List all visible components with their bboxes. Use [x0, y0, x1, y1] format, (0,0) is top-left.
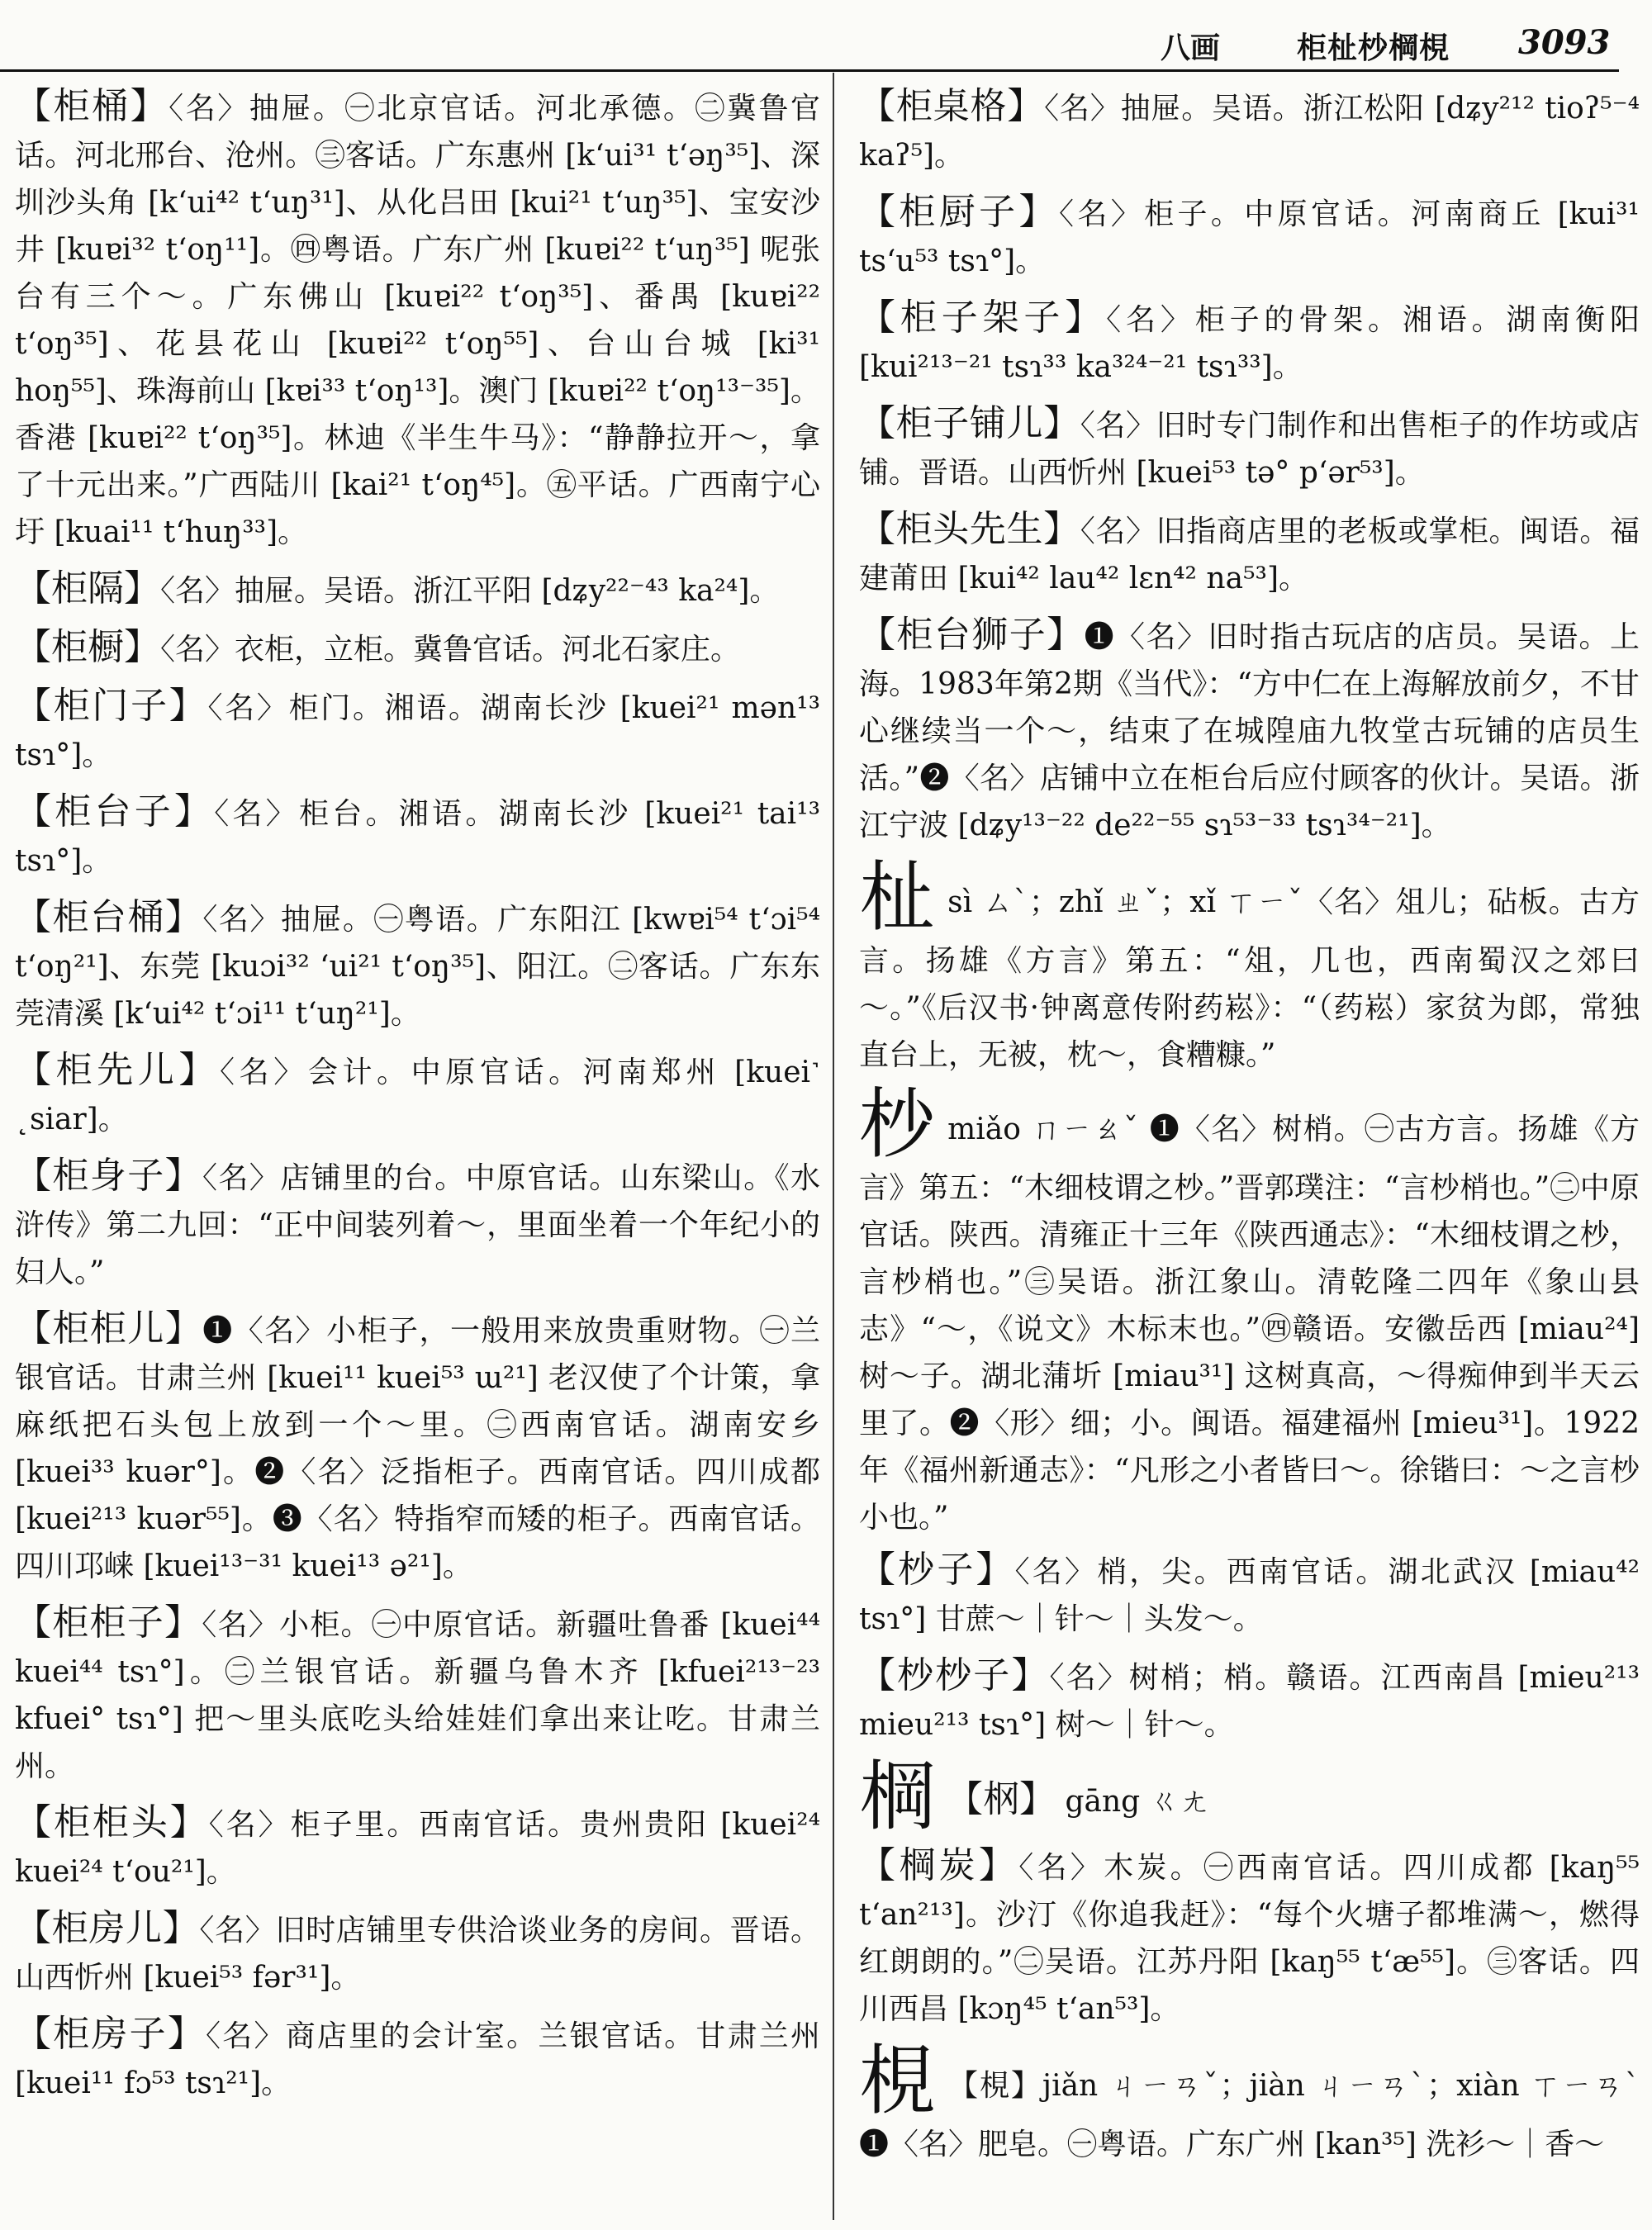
dictionary-entry — [859, 1546, 1640, 1643]
character-entry — [859, 1080, 1640, 1541]
entry-headword: 【柜门子】 — [15, 685, 208, 727]
entry-headword: 【柜身子】 — [15, 1155, 202, 1197]
character-entry — [859, 1753, 1640, 1841]
entry-text: 〈名〉抽屉。㊀粤语。广东阳江 [kwɐi⁵⁴ tʻɔi⁵⁴ tʻoŋ²¹]、东莞 [kuɔi³² ʻui²¹ tʻoŋ³⁵]、阳江。㊁客话。广东东莞清溪 [kʻui⁴² tʻɔi¹¹ tʻuŋ²¹]。 — [15, 903, 820, 1031]
dictionary-entry — [15, 1599, 820, 1790]
entry-headword: 【柜子铺儿】 — [859, 402, 1080, 444]
dictionary-entry — [15, 788, 820, 885]
entry-text: 〈名〉抽屉。吴语。浙江平阳 [dʑy²²⁻⁴³ ka²⁴]。 — [160, 574, 780, 608]
dictionary-entry — [859, 1842, 1640, 2033]
dictionary-entry — [15, 1905, 820, 2001]
entry-headword: 【柜桶】 — [15, 85, 169, 127]
character-text: sì ㄙˋ；zhǐ ㄓˇ；xǐ ㄒㄧˇ〈名〉俎儿；砧板。古方言。扬雄《方言》第五：“俎，几也，西南蜀汉之郊曰～。”《后汉书·钟离意传附药崧》：“（药崧）家贫为郎，常独直台上，无被，枕～，食糟糠。” — [859, 885, 1640, 1072]
entry-text: 〈名〉衣柜，立柜。冀鲁官话。河北石家庄。 — [160, 633, 741, 667]
entry-text: 〈名〉柜门。湘语。湖南长沙 [kuei²¹ mən¹³ tsɿ°]。 — [15, 691, 821, 772]
head-character: 梘 — [859, 2037, 937, 2125]
dictionary-entry — [15, 1152, 820, 1296]
entry-text: ❶〈名〉旧时指古玩店的店员。吴语。上海。1983年第2期《当代》：“方中仁在上海解放前夕，不甘心继续当一个～，结束了在城隍庙九牧堂古玩铺的店员生活。”❷〈名〉店铺中立在柜台后应付顾客的伙计。吴语。浙江宁波 [dʑy¹³⁻²² de²²⁻⁵⁵ sɿ⁵³⁻³³ tsɿ³⁴⁻²¹]。 — [859, 620, 1640, 842]
entry-text: 〈名〉旧时店铺里专供洽谈业务的房间。晋语。山西忻州 [kuei⁵³ fər³¹]。 — [15, 1914, 820, 1995]
dictionary-entry — [15, 682, 820, 779]
entry-headword: 【柜柜子】 — [15, 1601, 202, 1644]
entry-text: 〈名〉会计。中原官话。河南郑州 [kuei˺ ˛siar]。 — [15, 1056, 821, 1136]
head-character: 杪 — [859, 1080, 937, 1169]
entry-headword: 【柜头先生】 — [859, 508, 1080, 550]
entry-headword: 【柜桌格】 — [859, 85, 1045, 127]
entry-text: 〈名〉小柜。㊀中原官话。新疆吐鲁番 [kuei⁴⁴ kuei⁴⁴ tsɿ°]。㊁兰银官话。新疆乌鲁木齐 [kfuei²¹³⁻²³ kfuei° tsɿ°] 把～里头底吃头给娃娃们拿出来让吃。甘肃兰州。 — [15, 1608, 821, 1783]
dictionary-entry — [15, 1799, 820, 1896]
character-text: miǎo ㄇㄧㄠˇ ❶〈名〉树梢。㊀古方言。扬雄《方言》第五：“木细枝谓之杪。”晋郭璞注：“言杪梢也。”㊁中原官话。陕西。清雍正十三年《陕西通志》：“木细枝谓之杪，言杪梢也。”㊂吴语。浙江象山。清乾隆二四年《象山县志》“～，《说文》木标末也。”㊃赣语。安徽岳西 [miau²⁴] 树～子。湖北蒲圻 [miau³¹] 这树真高，～得痴伸到半天云里了。❷〈形〉细；小。闽语。福建福州 [mieu³¹]。1922年《福州新通志》：“凡形之小者皆曰～。徐锴曰：～之言杪小也。” — [859, 1113, 1640, 1535]
page-header — [0, 0, 1652, 71]
entry-text: 〈名〉柜子里。西南官话。贵州贵阳 [kuei²⁴ kuei²⁴ tʻou²¹]。 — [15, 1808, 820, 1889]
character-text: 【梘】jiǎn ㄐㄧㄢˇ；jiàn ㄐㄧㄢˋ；xiàn ㄒㄧㄢˋ ❶〈名〉肥皂。㊀粤语。广东广州 [kan³⁵] 洗衫～｜香～ — [859, 2069, 1640, 2161]
entry-text: 〈名〉柜子。中原官话。河南商丘 [kui³¹ tsʻu⁵³ tsɿ°]。 — [859, 197, 1640, 278]
dictionary-entry — [15, 2010, 820, 2107]
entry-text: 〈名〉梢，尖。西南官话。湖北武汉 [miau⁴² tsɿ°] 甘蔗～｜针～｜头发～。 — [859, 1555, 1640, 1636]
entry-headword: 【柜台桶】 — [15, 896, 203, 938]
character-entry — [859, 2037, 1640, 2168]
entry-text: 〈名〉商店里的会计室。兰银官话。甘肃兰州 [kuei¹¹ fɔ⁵³ tsɿ²¹]。 — [15, 2019, 820, 2100]
entry-text: 〈名〉树梢；梢。赣语。江西南昌 [mieu²¹³ mieu²¹³ tsɿ°] 树～｜针～。 — [859, 1661, 1640, 1742]
dictionary-entry — [859, 400, 1640, 496]
dictionary-entry — [15, 894, 820, 1037]
pinyin: gāng ㄍㄤ — [1065, 1785, 1209, 1819]
right-column — [859, 83, 1640, 2173]
entry-headword: 【柜柜头】 — [15, 1801, 209, 1843]
dictionary-entry — [859, 505, 1640, 602]
entry-headword: 【柜台子】 — [15, 790, 215, 833]
entry-headword: 【柜子架子】 — [859, 297, 1107, 339]
head-character: 杫 — [859, 853, 937, 942]
header-section: 八画 — [1161, 31, 1221, 65]
dictionary-entry — [15, 565, 820, 614]
entry-headword: 【柜先儿】 — [15, 1049, 221, 1091]
entry-text: 〈名〉抽屉。㊀北京官话。河北承德。㊁冀鲁官话。河北邢台、沧州。㊂客话。广东惠州 [kʻui³¹ tʻəŋ³⁵]、深圳沙头角 [kʻui⁴² tʻuŋ³¹]、从化吕田 [kui²¹ tʻuŋ³⁵]、宝安沙井 [kuɐi³² tʻoŋ¹¹]。㊃粤语。广东广州 [kuɐi²² tʻuŋ³⁵] 呢张台有三个～。广东佛山 [kuɐi²² tʻoŋ³⁵]、番禺 [kuɐi²² tʻoŋ³⁵]、花县花山 [kuɐi²² tʻoŋ⁵⁵]、台山台城 [ki³¹ hoŋ⁵⁵]、珠海前山 [kɐi³³ tʻoŋ¹³]。澳门 [kuɐi²² tʻoŋ¹³⁻³⁵]。香港 [kuɐi²² tʻoŋ³⁵]。林迪《半生牛马》：“静静拉开～，拿了十元出来。”广西陆川 [kai²¹ tʻoŋ⁴⁵]。㊄平话。广西南宁心圩 [kuai¹¹ tʻhuŋ³³]。 — [15, 92, 820, 549]
dictionary-entry — [15, 624, 820, 673]
variant-form: 【㭎】 — [947, 1778, 1056, 1820]
entry-text: ❶〈名〉小柜子，一般用来放贵重财物。㊀兰银官话。甘肃兰州 [kuei¹¹ kuei⁵³ ɯ²¹] 老汉使了个计策，拿麻纸把石头包上放到一个～里。㊁西南官话。湖南安乡 [kuei³³ kuər°]。❷〈名〉泛指柜子。西南官话。四川成都 [kuei²¹³ kuər⁵⁵]。❸〈名〉特指窄而矮的柜子。西南官话。四川邛崃 [kuei¹³⁻³¹ kuei¹³ ə²¹]。 — [15, 1314, 820, 1583]
header-rule — [0, 69, 1619, 72]
entry-headword: 【柜橱】 — [15, 626, 160, 668]
dictionary-entry — [15, 83, 820, 556]
entry-text: 〈名〉店铺里的台。中原官话。山东梁山。《水浒传》第二九回：“正中间装列着～，里面坐着一个年纪小的妇人。” — [15, 1161, 820, 1289]
entry-text: 〈名〉木炭。㊀西南官话。四川成都 [kaŋ⁵⁵ tʻan²¹³]。沙汀《你追我赶》：“每个火塘子都堆满～，燃得红朗朗的。”㊁吴语。江苏丹阳 [kaŋ⁵⁵ tʻæ⁵⁵]。㊂客话。四川西昌 [kɔŋ⁴⁵ tʻan⁵³]。 — [859, 1851, 1640, 2026]
header-chars: 柜杫杪棡梘 — [1297, 31, 1450, 65]
entry-text: 〈名〉抽屉。吴语。浙江松阳 [dʑy²¹² tioʔ⁵⁻⁴ kaʔ⁵]。 — [859, 92, 1640, 173]
entry-text: 〈名〉旧时专门制作和出售柜子的作坊或店铺。晋语。山西忻州 [kuei⁵³ tə° pʻər⁵³]。 — [859, 409, 1640, 490]
entry-text: 〈名〉旧指商店里的老板或掌柜。闽语。福建莆田 [kui⁴² lau⁴² lɛn⁴² na⁵³]。 — [859, 515, 1640, 595]
entry-headword: 【柜台狮子】 — [859, 614, 1085, 656]
entry-text: 〈名〉柜台。湘语。湖南长沙 [kuei²¹ tai¹³ tsɿ°]。 — [15, 797, 821, 878]
entry-headword: 【棡炭】 — [859, 1844, 1019, 1886]
dictionary-entry — [15, 1046, 820, 1143]
dictionary-entry — [859, 83, 1640, 179]
dictionary-entry — [859, 611, 1640, 849]
dictionary-entry — [859, 294, 1640, 391]
head-character: 棡 — [859, 1753, 936, 1841]
entry-headword: 【杪杪子】 — [859, 1654, 1050, 1696]
entry-headword: 【柜房子】 — [15, 2013, 206, 2055]
dictionary-entry — [15, 1305, 820, 1590]
entry-headword: 【柜房儿】 — [15, 1907, 200, 1949]
entry-headword: 【杪子】 — [859, 1549, 1015, 1591]
left-column — [15, 83, 820, 2116]
dictionary-entry — [859, 1652, 1640, 1748]
entry-headword: 【柜柜儿】 — [15, 1307, 203, 1350]
dictionary-entry — [859, 188, 1640, 285]
entry-headword: 【柜隔】 — [15, 567, 160, 610]
column-divider — [833, 73, 834, 2220]
page-number: 3093 — [1518, 23, 1611, 62]
entry-text: 〈名〉柜子的骨架。湘语。湖南衡阳 [kui²¹³⁻²¹ tsɿ³³ ka³²⁴⁻²¹ tsɿ³³]。 — [859, 303, 1640, 384]
entry-headword: 【柜厨子】 — [859, 191, 1059, 233]
character-entry — [859, 853, 1640, 1079]
